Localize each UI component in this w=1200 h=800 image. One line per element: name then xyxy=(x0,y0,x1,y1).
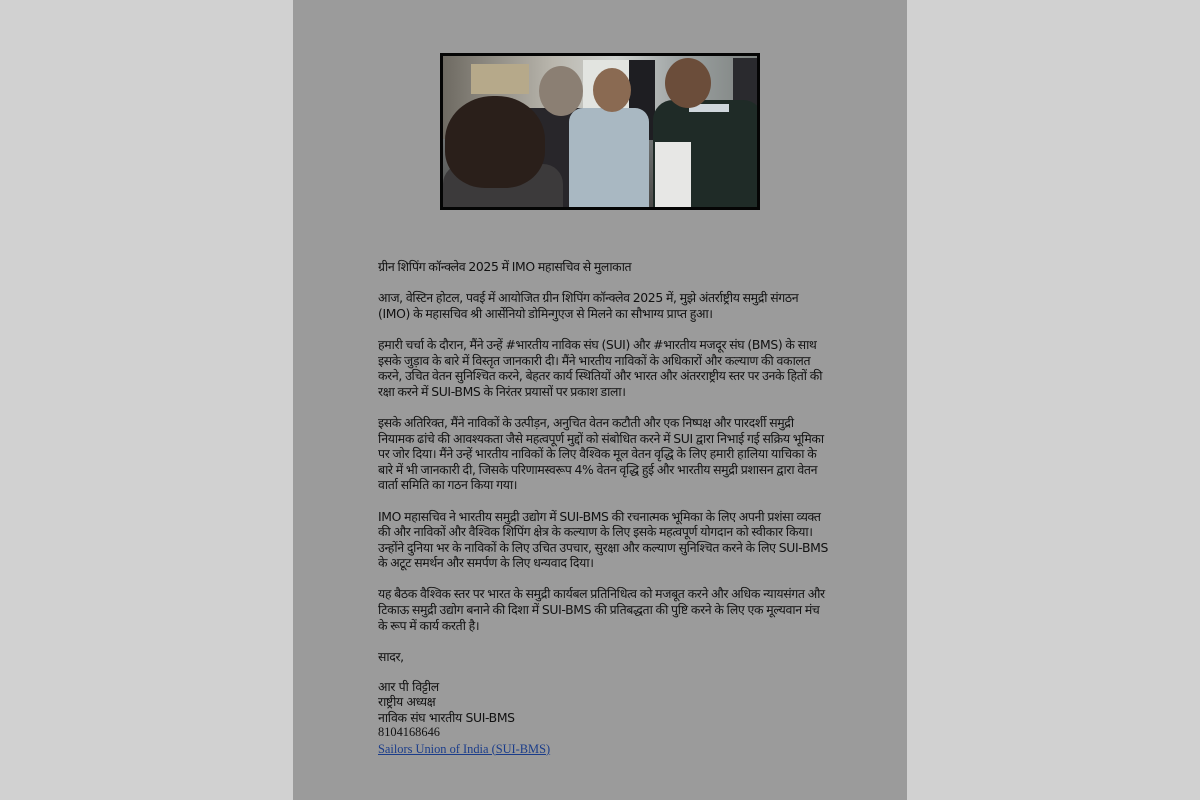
meeting-photo xyxy=(440,53,760,210)
meeting-photo-icon xyxy=(443,56,757,207)
signature-phone: 8104168646 xyxy=(378,725,440,740)
paragraph-issues: इसके अतिरिक्त, मैंने नाविकों के उत्पीड़न, अनुचित वेतन कटौती और एक निष्पक्ष और पारदर्शी समुद्री नियामक ढांचे की आवश्यकता जैसे महत्वपूर्ण मुद्दों को संबोधित करने में SUI द्वारा निभाई गई सक्रिय भूमिका पर जोर दिया। मैंने उन्हें भारतीय नाविकों के लिए वैश्विक मूल वेतन वृद्धि के लिए हमारी हालिया याचिका के बारे में भी जानकारी दी, जिसके परिणामस्वरूप 4% वेतन वृद्धि हुई और भारतीय समुद्री प्रशासन द्वारा वेतन वार्ता समिति का गठन किया गया। xyxy=(378,414,824,493)
paragraph-appreciation: IMO महासचिव ने भारतीय समुद्री उद्योग में SUI-BMS की रचनात्मक भूमिका के लिए अपनी प्रशंसा व्यक्त की और नाविकों और वैश्विक शिपिंग क्षेत्र के कल्याण के लिए इसके महत्वपूर्ण योगदान को स्वीकार किया। उन्होंने दुनिया भर के नाविकों के लिए उचित उपचार, सुरक्षा और कल्याण सुनिश्चित करने के लिए SUI-BMS के अटूट समर्थन और समर्पण के लिए धन्यवाद दिया। xyxy=(378,508,828,571)
signature-name: आर पी विट्टील xyxy=(378,679,439,694)
paragraph-conclusion: यह बैठक वैश्विक स्तर पर भारत के समुद्री कार्यबल प्रतिनिधित्व को मजबूत करने और अधिक न्यायसंगत और टिकाऊ समुद्री उद्योग बनाने की दिशा में SUI-BMS की प्रतिबद्धता की पुष्टि करने के लिए एक मूल्यवान मंच के रूप में कार्य करती है। xyxy=(378,586,825,633)
salutation: सादर, xyxy=(378,648,404,664)
signature-designation: राष्ट्रीय अध्यक्ष xyxy=(378,694,436,710)
paragraph-discussion: हमारी चर्चा के दौरान, मैंने उन्हें #भारतीय नाविक संघ (SUI) और #भारतीय मजदूर संघ (BMS) के साथ इसके जुड़ाव के बारे में विस्तृत जानकारी दी। मैंने भारतीय नाविकों के अधिकारों और कल्याण की वकालत करने, उचित वेतन सुनिश्चित करने, बेहतर कार्य स्थितियों और भारत और अंतरराष्ट्रीय स्तर पर उनके हितों की रक्षा करने में SUI-BMS के निरंतर प्रयासों पर प्रकाश डाला। xyxy=(378,336,823,399)
letter-body xyxy=(378,259,828,680)
organization-link[interactable]: Sailors Union of India (SUI-BMS) xyxy=(378,741,551,756)
document-page xyxy=(293,0,907,800)
paragraph-intro: आज, वेस्टिन होटल, पवई में आयोजित ग्रीन शिपिंग कॉन्क्लेव 2025 में, मुझे अंतर्राष्ट्रीय समुद्री संगठन (IMO) के महासचिव श्री आर्सेनियो डोमिन्गुएज से मिलने का सौभाग्य प्राप्त हुआ। xyxy=(378,290,799,321)
signature-organization: नाविक संघ भारतीय SUI-BMS xyxy=(378,709,515,725)
letter-title: ग्रीन शिपिंग कॉन्क्लेव 2025 में IMO महासचिव से मुलाकात xyxy=(378,259,632,274)
signature-block xyxy=(378,679,828,757)
